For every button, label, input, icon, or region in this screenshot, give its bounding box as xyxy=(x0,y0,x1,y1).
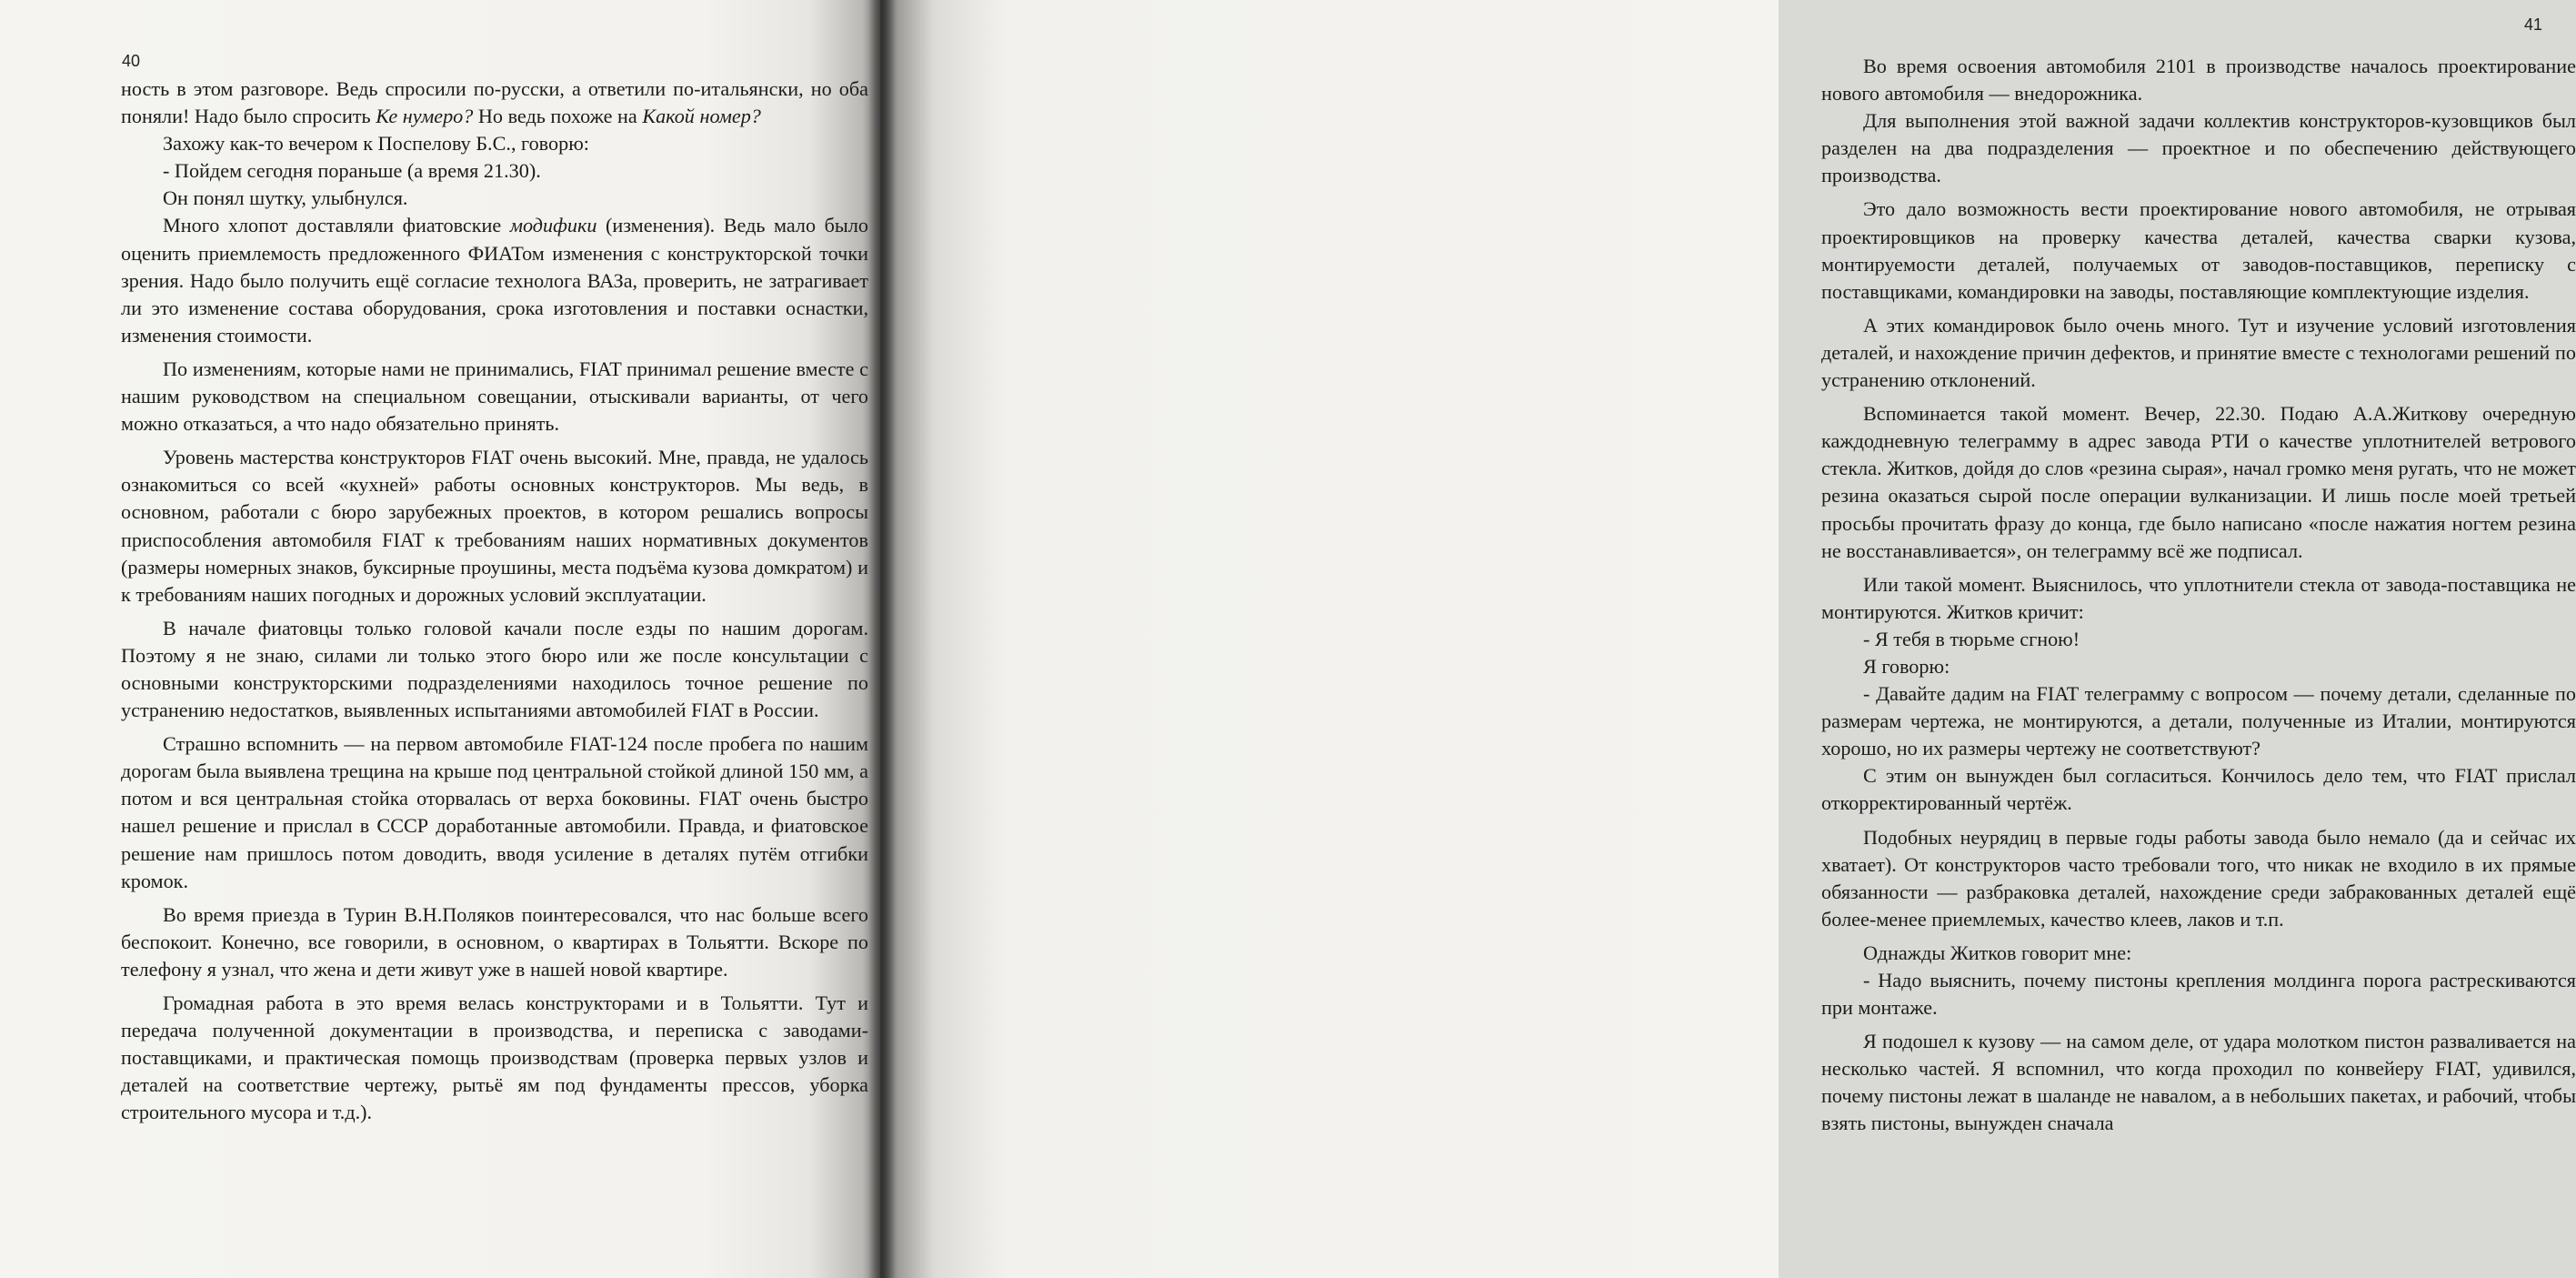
paragraph-text: Много хлопот доставляли фиатовские xyxy=(163,214,510,237)
paragraph-text: Но ведь похоже на xyxy=(473,105,643,128)
paragraph: - Я тебя в тюрьме сгною! xyxy=(1863,627,2080,650)
paragraph: В начале фиатовцы только головой качали после езды по нашим дорогам. Поэтому я не знаю, силами ли только этого бюро или же после консультации с основными конструкторскими подразделениями находилось точное решение по устранению недостатков, выявленных испытаниями автомобилей FIAT в России. xyxy=(121,616,868,722)
paragraph: Громадная работа в это время велась конструкторами и в Тольятти. Тут и передача полученной документации в производства, и переписка с заводами-поставщиками, и практическая помощь производствам (проверка первых узлов и деталей на соответствие чертежу, рытьё ям под фундаменты прессов, уборка строительного мусора и т.д.). xyxy=(121,991,868,1124)
paragraph: По изменениям, которые нами не принимались, FIAT принимал решение вместе с нашим руководством на специальном совещании, отыскивали варианты, от чего можно отказаться, а что надо обязательно принять. xyxy=(121,357,868,436)
paragraph: Вспоминается такой момент. Вечер, 22.30. Подаю А.А.Житкову очередную каждодневную телеграмму в адрес завода РТИ о качестве уплотнителей ветрового стекла. Житков, дойдя до слов «резина сырая», начал громко меня ругать, что не может резина оказаться сырой после операции вулканизации. И лишь после моей третьей просьбы прочитать фразу до конца, где было написано «после нажатия ногтем резина не восстанавливается», он телеграмму всё же подписал. xyxy=(1821,402,2576,562)
paragraph: Однажды Житков говорит мне: xyxy=(1863,941,2132,964)
italic-phrase: модифики xyxy=(509,214,597,237)
paragraph: Для выполнения этой важной задачи коллектив конструкторов-кузовщиков был разделен на два подразделения — проектное и по обеспечению действующего производства. xyxy=(1821,109,2576,187)
right-page xyxy=(880,0,2576,1278)
page-number: 40 xyxy=(122,52,141,70)
right-page-text xyxy=(1821,53,2576,1138)
left-page-text xyxy=(121,75,868,1126)
paragraph: - Давайте дадим на FIAT телеграмму с вопросом — почему детали, сделанные по размерам чертежа, не монтируются, а детали, полученные из Италии, монтируются хорошо, но их размеры чертежу не соответствуют? xyxy=(1821,682,2576,760)
paragraph: Во время приезда в Турин В.Н.Поляков поинтересовался, что нас больше всего беспокоит. Конечно, все говорили, в основном, о квартирах в Тольятти. Вскоре по телефону я узнал, что жена и дети живут уже в нашей новой квартире. xyxy=(121,902,868,981)
left-page xyxy=(0,0,880,1278)
paragraph: - Надо выяснить, почему пистоны крепления молдинга порога растрескиваются при монтаже. xyxy=(1821,969,2576,1020)
paragraph: Страшно вспомнить — на первом автомобиле FIAT-124 после пробега по нашим дорогам была выявлена трещина на крыше под центральной стойкой длиной 150 мм, а потом и вся центральная стойка оторвалась от верха боковины. FIAT очень быстро нашел решение и прислал в СССР доработанные автомобили. Правда, и фиатовское решение нам пришлось потом доводить, вводя усиление в деталях путём отгибки кромок. xyxy=(121,732,868,892)
italic-phrase: Ке нумеро? xyxy=(376,105,474,128)
page-number: 41 xyxy=(2524,15,2543,34)
paragraph: А этих командировок было очень много. Тут и изучение условий изготовления деталей, и нахождение причин дефектов, и принятие вместе с технологами решений по устранению отклонений. xyxy=(1821,313,2576,392)
paragraph: С этим он вынужден был согласиться. Кончилось дело тем, что FIAT прислал откорректированный чертёж. xyxy=(1821,764,2576,815)
paragraph xyxy=(121,75,868,130)
paragraph-text: ность в этом разговоре. Ведь спросили по-русски, а ответили по-итальянски, но оба поняли! Надо было спросить xyxy=(121,77,868,128)
paragraph: Он понял шутку, улыбнулся. xyxy=(163,186,408,210)
paragraph: Я подошел к кузову — на самом деле, от удара молотком пистон разваливается на несколько частей. Я вспомнил, что когда проходил по конвейеру FIAT, удивился, почему пистоны лежат в шаланде не навалом, а в небольших пакетах, и рабочий, чтобы взять пистоны, вынужден сначала xyxy=(1821,1030,2576,1135)
paragraph: Подобных неурядиц в первые годы работы завода было немало (да и сейчас их хватает). От конструкторов часто требовали того, что никак не входило в их прямые обязанности — разбраковка деталей, нахождение среди забракованных деталей ещё более-менее приемлемых, качество клеев, лаков и т.п. xyxy=(1821,825,2576,931)
paragraph: Уровень мастерства конструкторов FIAT очень высокий. Мне, правда, не удалось ознакомиться со всей «кухней» работы основных конструкторов. Мы ведь, в основном, работали с бюро зарубежных проектов, в котором решались вопросы приспособления автомобиля FIAT к требованиям наших нормативных документов (размеры номерных знаков, буксирные проушины, места подъёма кузова домкратом) и к требованиям наших погодных и дорожных условий эксплуатации. xyxy=(121,446,868,606)
paragraph: Или такой момент. Выяснилось, что уплотнители стекла от завода-поставщика не монтируются. Житков кричит: xyxy=(1821,572,2576,623)
book-gutter-shadow xyxy=(868,0,896,1278)
paragraph: Я говорю: xyxy=(1863,654,1950,678)
paragraph: Захожу как-то вечером к Поспелову Б.С., говорю: xyxy=(163,132,589,156)
paragraph xyxy=(121,212,868,348)
italic-phrase: Какой номер? xyxy=(642,105,761,128)
paragraph: Это дало возможность вести проектирование нового автомобиля, не отрывая проектировщиков на проверку качества деталей, качества сварки кузова, монтируемости деталей, получаемых от заводов-поставщиков, переписку с поставщиками, командировки на заводы, поставляющие комплектующие изделия. xyxy=(1821,197,2576,303)
paragraph-text: (изменения). Ведь мало было оценить приемлемость предложенного ФИАТом изменения с конструкторской точки зрения. Надо было получить ещё согласие технолога ВАЗа, проверить, не затрагивает ли это изменение состава оборудования, срока изготовления и поставки оснастки, изменения стоимости. xyxy=(121,214,868,347)
paragraph: Во время освоения автомобиля 2101 в производстве началось проектирование нового автомобиля — внедорожника. xyxy=(1821,55,2576,106)
paragraph: - Пойдем сегодня пораньше (а время 21.30). xyxy=(163,159,541,183)
